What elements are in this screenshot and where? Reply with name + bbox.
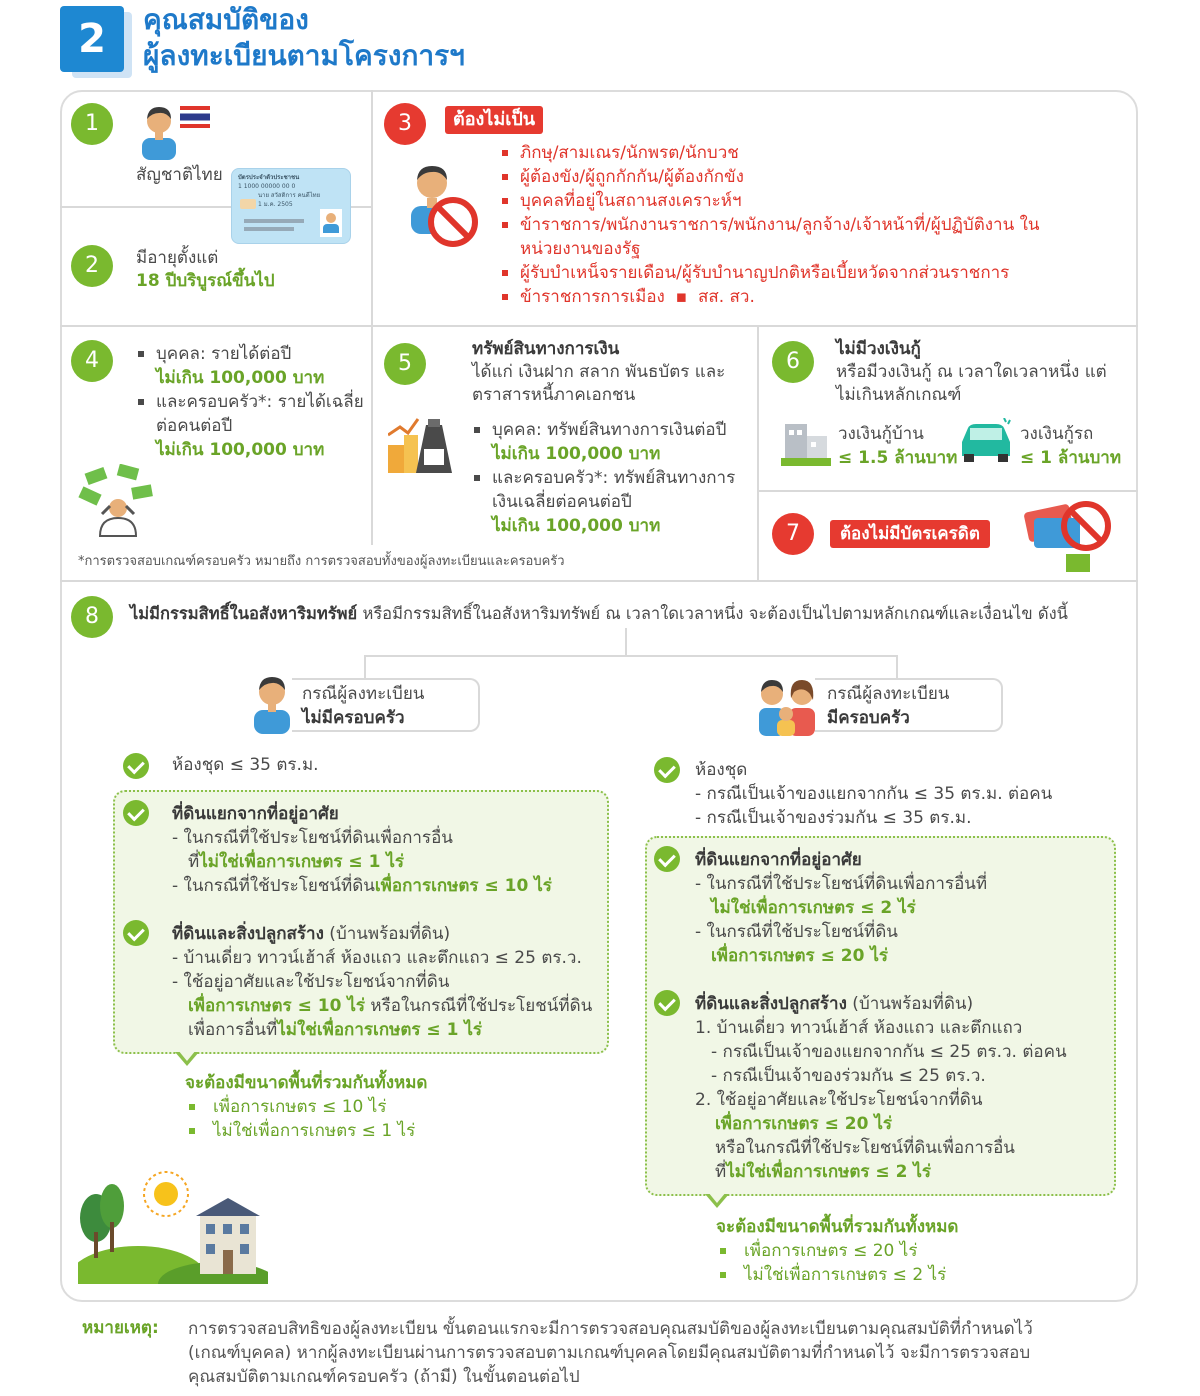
right-lb-paren: (บ้านพร้อมที่ดิน) — [846, 994, 974, 1014]
case-family-value: มีครอบครัว — [827, 708, 910, 728]
single-person-icon — [250, 674, 294, 734]
left-condo: ห้องชุด ≤ 35 ตร.ม. — [172, 755, 319, 775]
case-single-box — [292, 678, 480, 732]
left-lb-title: ที่ดินและสิ่งปลูกสร้าง — [172, 924, 324, 944]
list-item — [136, 342, 366, 390]
financial-criteria — [472, 418, 752, 538]
step-4-badge: 4 — [71, 340, 113, 382]
right-condo-line1: - กรณีเป็นเจ้าของแยกจากกัน ≤ 35 ตร.ม. ต่อคน — [695, 784, 1053, 804]
left-land-line2 — [172, 850, 602, 874]
divider — [371, 90, 373, 326]
case-single-value: ไม่มีครอบครัว — [302, 708, 405, 728]
income-family-text: และครอบครัว*: รายได้เฉลี่ยต่อคนต่อปี — [156, 392, 364, 436]
step-8-badge: 8 — [71, 596, 113, 638]
id-card-title: บัตรประจำตัวประชาชน — [238, 174, 300, 181]
right-condo — [695, 758, 1052, 830]
asset-family-value: ไม่เกิน 100,000 บาท — [492, 516, 661, 536]
right-lb-line1b: - กรณีเป็นเจ้าของร่วมกัน ≤ 25 ตร.ว. — [711, 1066, 986, 1086]
left-lb-line2: - ใช้อยู่อาศัยและใช้ประโยชน์จากที่ดิน — [172, 972, 450, 992]
family-icon — [757, 674, 817, 736]
footnote: *การตรวจสอบเกณฑ์ครอบครัว หมายถึง การตรวจสอบทั้งของผู้ลงทะเบียนและครอบครัว — [78, 554, 565, 569]
left-total-title: จะต้องมีขนาดพื้นที่รวมกันทั้งหมด — [185, 1073, 428, 1093]
note-label: หมายเหตุ: — [82, 1318, 159, 1338]
list-item: ไม่ใช่เพื่อการเกษตร ≤ 1 ไร่ — [187, 1119, 427, 1143]
note-text: การตรวจสอบสิทธิของผู้ลงทะเบียน ขั้นตอนแรกจะมีการตรวจสอบคุณสมบัติของผู้ลงทะเบียนตามคุณสมบัติที่กำหนดไว้ (เกณฑ์บุคคล) หากผู้ลงทะเบียนผ่านการตรวจสอบตามเกณฑ์บุคคลโดยมีคุณสมบัติตามที่กำหนดไว้ จะมีการตรวจสอบคุณสมบัติตามเกณฑ์ครอบครัว (ถ้ามี) ในขั้นตอนต่อไป — [188, 1319, 1033, 1387]
left-lb-line3 — [172, 994, 602, 1018]
left-lb-paren: (บ้านพร้อมที่ดิน) — [323, 924, 451, 944]
house-icon — [781, 418, 831, 468]
car-icon — [958, 418, 1014, 464]
right-total-list — [718, 1239, 958, 1287]
asset-person-value: ไม่เกิน 100,000 บาท — [492, 444, 661, 464]
check-icon — [654, 846, 680, 872]
car-loan-label: วงเงินกู้รถ — [1020, 424, 1094, 444]
right-lb-line4b: ไม่ใช่เพื่อการเกษตร ≤ 2 ไร่ — [726, 1162, 931, 1182]
mp-senator-text: สส. สว. — [698, 287, 755, 307]
politician-text: ข้าราชการการเมือง — [520, 287, 665, 307]
list-item — [136, 390, 366, 462]
header-title-line1: คุณสมบัติของ — [143, 3, 309, 36]
car-loan-value: ≤ 1 ล้านบาท — [1020, 448, 1122, 468]
case-single-label: กรณีผู้ลงทะเบียน — [302, 684, 425, 704]
age-value: 18 ปีบริบูรณ์ขึ้นไป — [136, 271, 275, 291]
left-land-line2a: ที่ — [188, 852, 200, 872]
right-total — [716, 1215, 958, 1287]
thai-flag-icon — [180, 106, 210, 128]
right-land-line2-value: เพื่อการเกษตร ≤ 20 ไร่ — [711, 946, 889, 966]
case-family-label: กรณีผู้ลงทะเบียน — [827, 684, 950, 704]
divider — [757, 325, 759, 581]
left-land-line3b: เพื่อการเกษตร ≤ 10 ไร่ — [374, 876, 552, 896]
right-land-line1-value: ไม่ใช่เพื่อการเกษตร ≤ 2 ไร่ — [711, 898, 916, 918]
divider — [60, 325, 1138, 327]
money-bag-icon — [388, 405, 456, 475]
left-land-building — [172, 922, 602, 1042]
right-lb-line2: 2. ใช้อยู่อาศัยและใช้ประโยชน์จากที่ดิน — [695, 1090, 983, 1110]
left-lb-line1: - บ้านเดี่ยว ทาวน์เฮ้าส์ ห้องแถว และตึกแถว ≤ 25 ตร.ว. — [172, 948, 582, 968]
list-item: ข้าราชการ/พนักงานราชการ/พนักงาน/ลูกจ้าง/เจ้าหน้าที่/ผู้ปฏิบัติงาน ในหน่วยงานของรัฐ — [500, 213, 1060, 261]
step-6-badge: 6 — [772, 341, 814, 383]
list-item: ภิกษุ/สามเณร/นักพรต/นักบวช — [500, 141, 1060, 165]
divider — [757, 490, 1138, 492]
right-land-building — [695, 992, 1110, 1184]
list-item — [472, 466, 752, 538]
property-title — [130, 603, 1130, 625]
divider — [60, 580, 1138, 582]
right-condo-line2: - กรณีเป็นเจ้าของร่วมกัน ≤ 35 ตร.ม. — [695, 808, 972, 828]
left-total — [185, 1071, 427, 1143]
id-card-image — [231, 168, 351, 244]
money-person-icon — [78, 464, 158, 538]
right-land-line2: - ในกรณีที่ใช้ประโยชน์ที่ดิน — [695, 922, 898, 942]
left-lb-line4b: ไม่ใช่เพื่อการเกษตร ≤ 1 ไร่ — [277, 1020, 483, 1040]
financial-assets-desc: ได้แก่ เงินฝาก สลาก พันธบัตร และตราสารหนี้ภาคเอกชน — [472, 362, 726, 405]
age-requirement — [136, 247, 275, 293]
nationality-label: สัญชาติไทย — [136, 165, 223, 185]
id-card-date: 1 ม.ค. 2505 — [258, 201, 293, 208]
step-5-badge: 5 — [384, 343, 426, 385]
credit-card-prohibited-icon — [1024, 498, 1112, 572]
loan-title: ไม่มีวงเงินกู้ — [836, 339, 921, 359]
header-title-line2: ผู้ลงทะเบียนตามโครงการฯ — [143, 39, 465, 72]
left-land-line3 — [172, 874, 602, 898]
check-icon — [654, 757, 680, 783]
list-item — [472, 418, 752, 466]
must-not-be-badge: ต้องไม่เป็น — [445, 106, 543, 134]
person-icon — [138, 104, 182, 160]
right-lb-title: ที่ดินและสิ่งปลูกสร้าง — [695, 994, 847, 1014]
check-icon — [654, 990, 680, 1016]
property-title-rest: หรือมีกรรมสิทธิ์ในอสังหาริมทรัพย์ ณ เวลาใดเวลาหนึ่ง จะต้องเป็นไปตามหลักเกณฑ์และเงื่อนไข ดังนี้ — [357, 604, 1068, 623]
right-land — [695, 848, 1110, 968]
asset-family-text: และครอบครัว*: ทรัพย์สินทางการเงินเฉลี่ยต่อคนต่อปี — [492, 468, 736, 512]
house-loan-value: ≤ 1.5 ล้านบาท — [838, 448, 958, 468]
step-7-badge: 7 — [772, 513, 814, 555]
ineligible-list — [500, 141, 1060, 309]
house-loan — [838, 422, 957, 470]
check-icon — [123, 920, 149, 946]
left-lb-line3b: หรือในกรณีที่ใช้ประโยชน์ที่ดิน — [365, 996, 593, 1016]
income-person-text: บุคคล: รายได้ต่อปี — [156, 344, 292, 364]
left-land-line1: - ในกรณีที่ใช้ประโยชน์ที่ดินเพื่อการอื่น — [172, 828, 453, 848]
check-icon — [123, 753, 149, 779]
car-loan — [1020, 422, 1121, 470]
list-item: ไม่ใช่เพื่อการเกษตร ≤ 2 ไร่ — [718, 1263, 958, 1287]
left-land-line2b: ไม่ใช่เพื่อการเกษตร ≤ 1 ไร่ — [199, 852, 404, 872]
income-family-value: ไม่เกิน 100,000 บาท — [156, 440, 325, 460]
tree-connector — [364, 655, 366, 679]
right-condo-title: ห้องชุด — [695, 760, 748, 780]
tree-connector — [896, 655, 898, 679]
right-land-title: ที่ดินแยกจากที่อยู่อาศัย — [695, 850, 862, 870]
left-lb-line3a: เพื่อการเกษตร ≤ 10 ไร่ — [188, 996, 366, 1016]
prohibited-person-icon — [407, 158, 481, 250]
financial-assets-title: ทรัพย์สินทางการเงิน — [472, 339, 620, 359]
loan-limit — [836, 338, 1126, 407]
loan-desc: หรือมีวงเงินกู้ ณ เวลาใดเวลาหนึ่ง แต่ไม่เกินหลักเกณฑ์ — [836, 362, 1107, 405]
id-card-number: 1 1000 00000 00 0 — [238, 183, 296, 190]
list-item: เพื่อการเกษตร ≤ 20 ไร่ — [718, 1239, 958, 1263]
list-item: บุคคลที่อยู่ในสถานสงเคราะห์ฯ — [500, 189, 1060, 213]
divider — [371, 325, 373, 545]
left-total-list — [187, 1095, 427, 1143]
list-item: ผู้ต้องขัง/ผู้ถูกกักกัน/ผู้ต้องกักขัง — [500, 165, 1060, 189]
right-lb-line4a: ที่ — [715, 1162, 727, 1182]
right-lb-line3: หรือในกรณีที่ใช้ประโยชน์ที่ดินเพื่อการอื่น — [715, 1138, 1015, 1158]
house-loan-label: วงเงินกู้บ้าน — [838, 424, 924, 444]
right-land-line1: - ในกรณีที่ใช้ประโยชน์ที่ดินเพื่อการอื่นที่ — [695, 874, 988, 894]
left-lb-line4a: เพื่อการอื่นที่ — [188, 1020, 278, 1040]
header-number-badge: 2 — [60, 6, 124, 72]
landscape-illustration — [78, 1162, 268, 1284]
box-pointer — [178, 1050, 196, 1061]
left-land-line3a: - ในกรณีที่ใช้ประโยชน์ที่ดิน — [172, 876, 375, 896]
id-card-name: นาย สวัสดิการ คนดีไทย — [258, 192, 321, 199]
tree-connector — [625, 628, 627, 656]
list-item: เพื่อการเกษตร ≤ 10 ไร่ — [187, 1095, 427, 1119]
income-criteria — [136, 342, 366, 462]
right-lb-line4 — [695, 1160, 1110, 1184]
right-lb-line1a: - กรณีเป็นเจ้าของแยกจากกัน ≤ 25 ตร.ว. ต่อคน — [711, 1042, 1067, 1062]
right-lb-line2-value: เพื่อการเกษตร ≤ 20 ไร่ — [715, 1114, 893, 1134]
property-title-bold: ไม่มีกรรมสิทธิ์ในอสังหาริมทรัพย์ — [130, 604, 358, 623]
list-item: ผู้รับบำเหน็จรายเดือน/ผู้รับบำนาญปกติหรือเบี้ยหวัดจากส่วนราชการ — [500, 261, 1060, 285]
left-lb-line4 — [172, 1018, 602, 1042]
header-title — [143, 2, 465, 74]
right-total-title: จะต้องมีขนาดพื้นที่รวมกันทั้งหมด — [716, 1217, 959, 1237]
no-credit-card-badge: ต้องไม่มีบัตรเครดิต — [830, 520, 990, 548]
asset-person-text: บุคคล: ทรัพย์สินทางการเงินต่อปี — [492, 420, 727, 440]
left-land — [172, 802, 602, 898]
box-pointer — [708, 1192, 726, 1203]
financial-assets — [472, 338, 752, 407]
step-3-badge: 3 — [384, 103, 426, 145]
tree-connector — [364, 655, 898, 657]
right-lb-line1: 1. บ้านเดี่ยว ทาวน์เฮ้าส์ ห้องแถว และตึกแถว — [695, 1018, 1023, 1038]
step-1-badge: 1 — [71, 103, 113, 145]
income-person-value: ไม่เกิน 100,000 บาท — [156, 368, 325, 388]
check-icon — [123, 800, 149, 826]
case-family-box — [815, 678, 1003, 732]
age-text: มีอายุตั้งแต่ — [136, 248, 219, 268]
left-land-title: ที่ดินแยกจากที่อยู่อาศัย — [172, 804, 339, 824]
list-item: ข้าราชการการเมือง ▪ สส. สว. — [500, 285, 1060, 309]
step-2-badge: 2 — [71, 245, 113, 287]
